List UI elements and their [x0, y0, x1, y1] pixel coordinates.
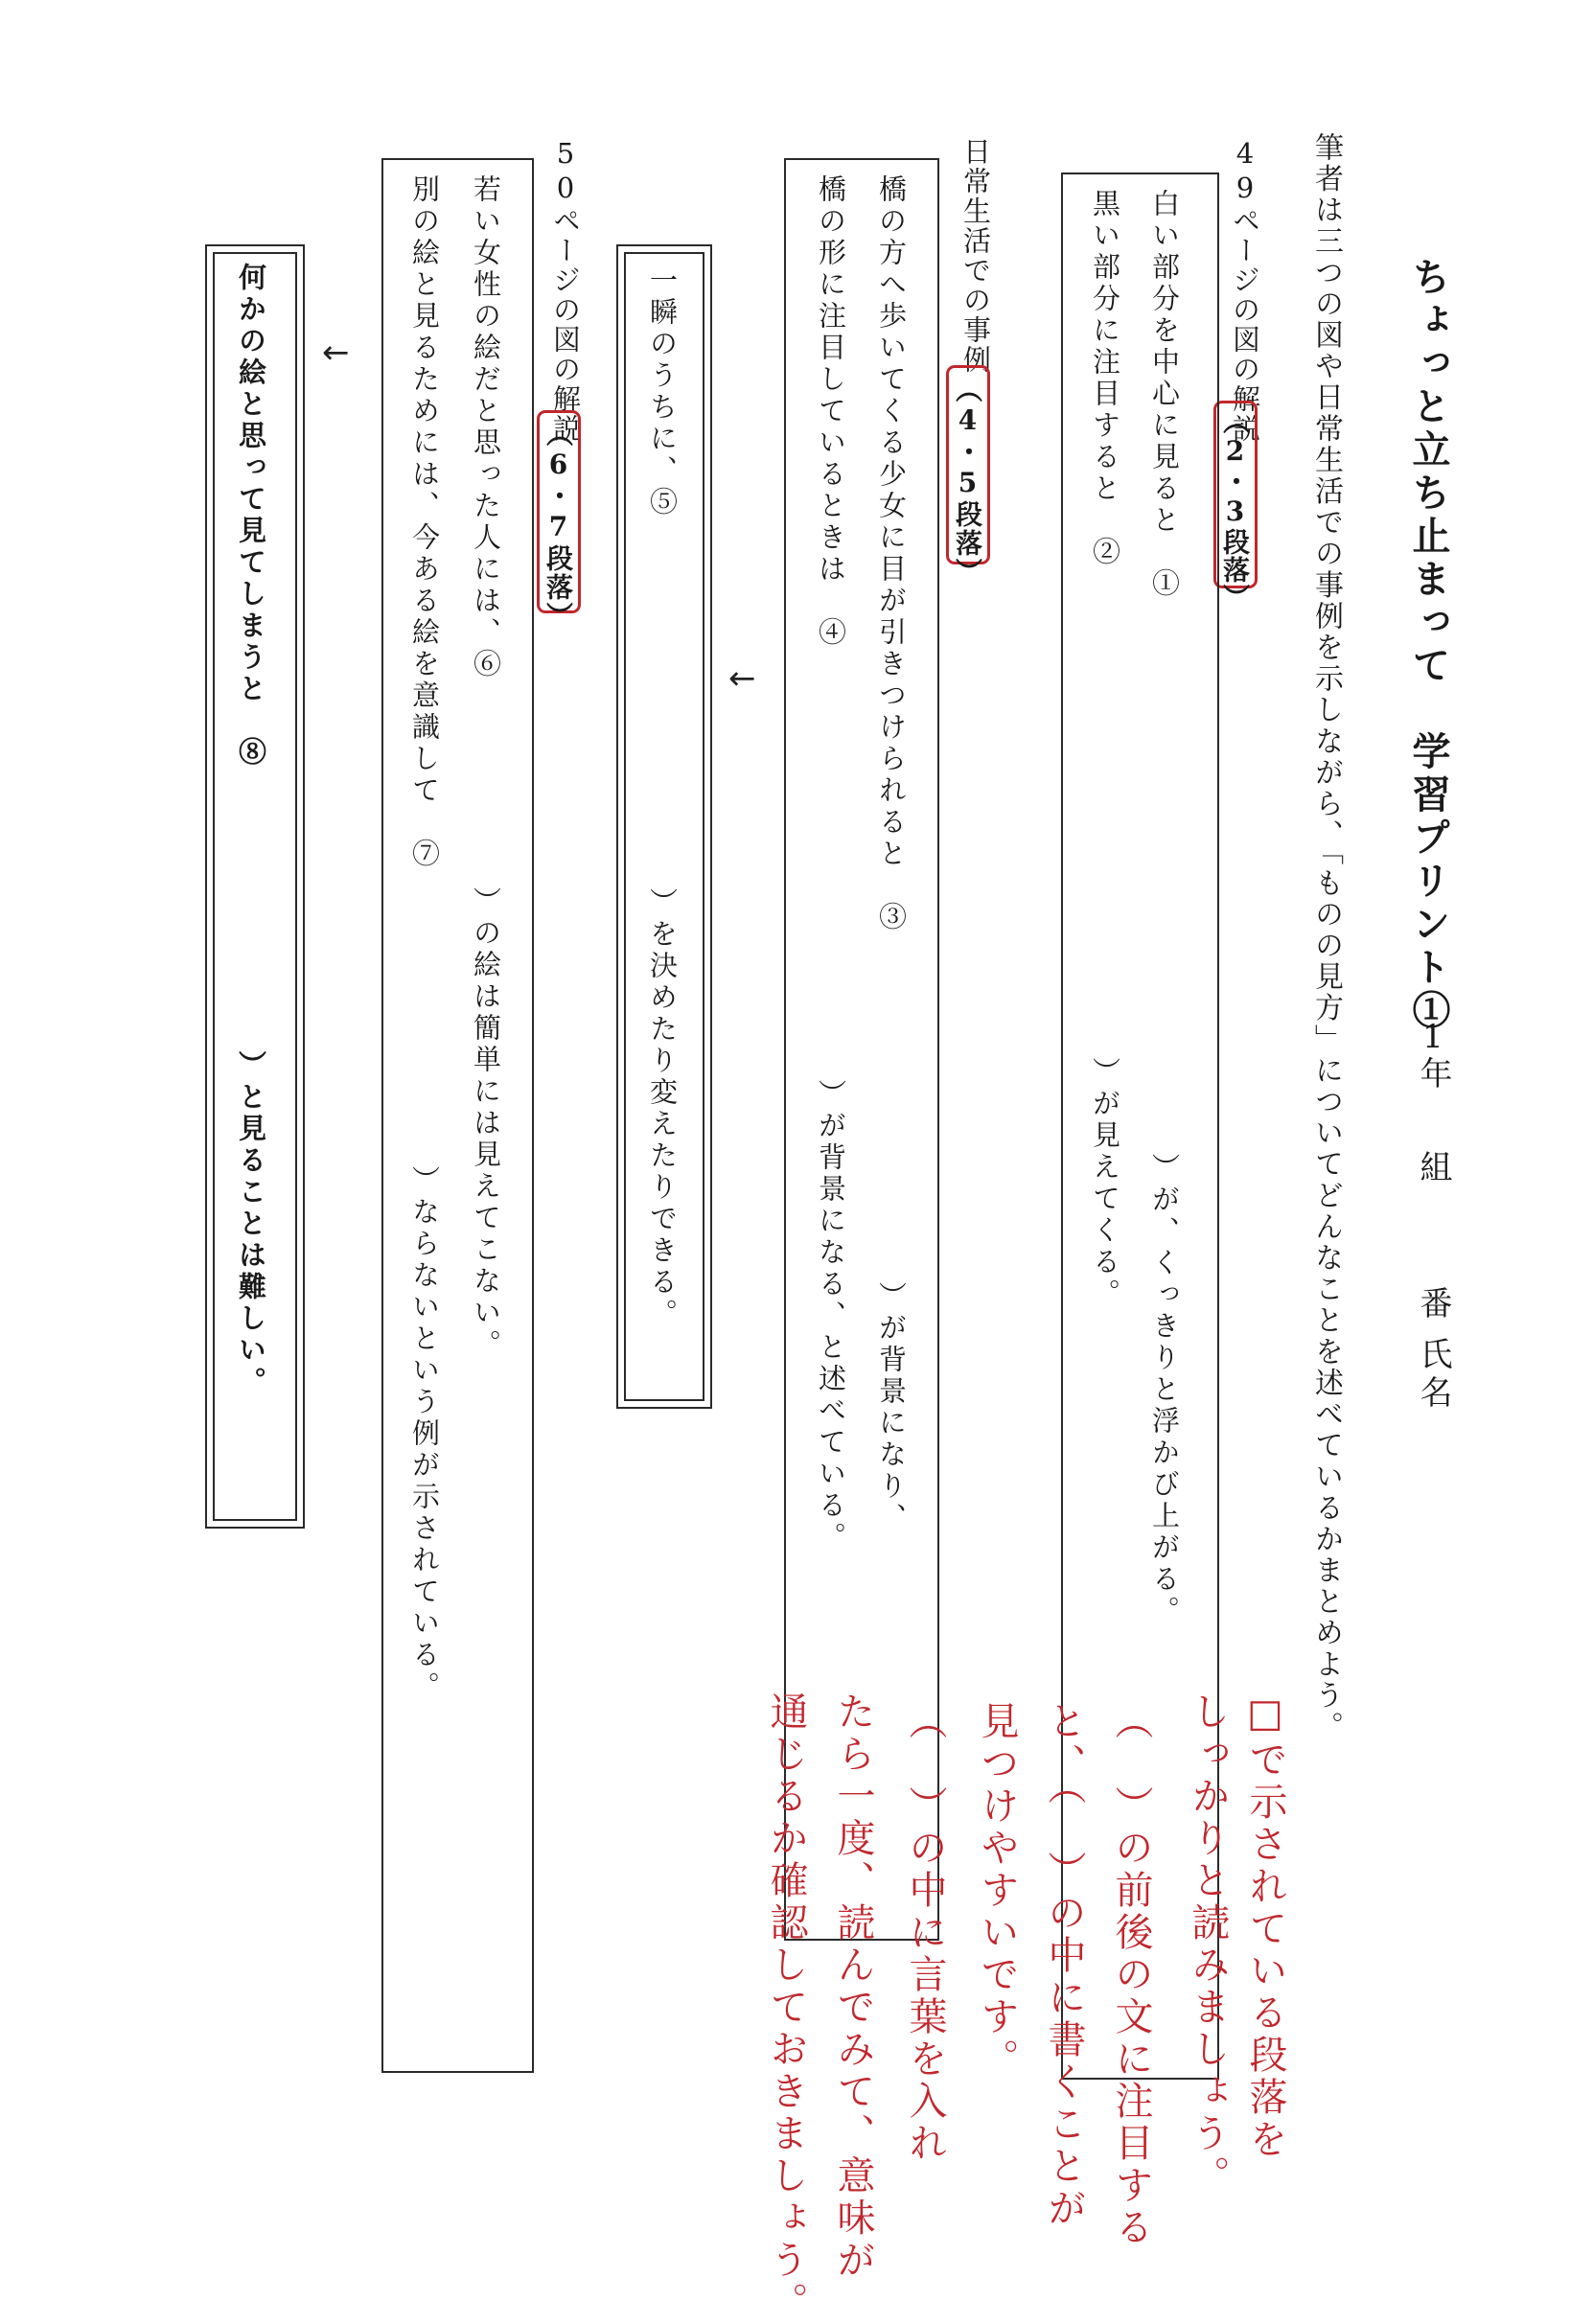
- arrow-left-2: ←: [322, 334, 350, 372]
- section2-box: [784, 158, 939, 1941]
- number-label: 番: [1414, 1286, 1452, 1319]
- section3-heading: 50ページの図の解説: [549, 137, 582, 444]
- section2-line2-end[interactable]: ）が背景になる、と述べている。: [815, 1079, 847, 1553]
- arrow-left-1: ←: [728, 659, 756, 698]
- section1-tag: （2・3段落）: [1219, 407, 1251, 611]
- section1-line2-end[interactable]: ）が見えてくる。: [1089, 1057, 1121, 1310]
- annotation-line-7: たら一度、読んでみて、意味が: [831, 1691, 875, 2282]
- section2-line1-end[interactable]: ）が背景になり、: [875, 1281, 908, 1534]
- grade-label: 1年: [1414, 1018, 1452, 1089]
- annotation-line-8: 通じるか確認しておきましょう。: [764, 1691, 808, 2324]
- section3-line1-end[interactable]: ）の絵は簡単には見えてこない。: [470, 886, 502, 1361]
- section2-line1-start: 橋の方へ歩いてくる少女に目が引きつけられると ③: [875, 174, 908, 933]
- section2-line2-start: 橋の形に注目しているときは ④: [815, 174, 847, 649]
- annotation-line-4: と、（ ）の中に書くことが: [1042, 1701, 1086, 2230]
- worksheet-title: ちょっと立ち止まって 学習プリント①: [1406, 257, 1451, 1033]
- name-label: 氏名: [1414, 1337, 1452, 1414]
- section1-heading: 49ページの図の解説: [1229, 137, 1261, 444]
- section2-tag: （4・5段落）: [952, 376, 983, 587]
- mid-box-start: 一瞬のうちに、⑤: [646, 265, 679, 518]
- section3-box: [381, 158, 534, 2073]
- section1-line2-start: 黒い部分に注目すると ②: [1089, 189, 1121, 568]
- final-box-start: 何かの絵と思って見てしまうと ⑧: [235, 263, 267, 769]
- section3-line1-start: 若い女性の絵だと思った人には、⑥: [470, 174, 502, 680]
- annotation-line-3: （ ）の前後の文に注目する: [1109, 1701, 1153, 2249]
- section2-heading: 日常生活での事例: [959, 137, 992, 375]
- annotation-line-6: （ ）の中に言葉を入れ: [903, 1701, 947, 2165]
- section3-tag: （6・7段落）: [543, 420, 574, 631]
- section1-line1-start: 白い部分を中心に見ると ①: [1148, 189, 1181, 600]
- final-box-end[interactable]: ）と見ることは難しい。: [235, 1050, 267, 1398]
- section1-line1-end[interactable]: ）が、くっきりと浮かび上がる。: [1148, 1153, 1181, 1627]
- instruction-text: 筆者は三つの図や日常生活での事例を示しながら、「ものの見方」についてどんなことを述べているかまとめよう。: [1309, 132, 1343, 1743]
- section3-line2-end[interactable]: ）ならないという例が示されている。: [408, 1165, 441, 1703]
- annotation-line-2: しっかりと読みましょう。: [1186, 1691, 1230, 2197]
- mid-box-end[interactable]: ）を決めたり変えたりできる。: [646, 887, 679, 1330]
- annotation-line-5: 見つけやすいです。: [975, 1701, 1019, 2081]
- annotation-line-1: □で示されている段落を: [1243, 1691, 1287, 2161]
- class-label: 組: [1414, 1150, 1452, 1183]
- section3-line2-start: 別の絵と見るためには、今ある絵を意識して ⑦: [408, 174, 441, 870]
